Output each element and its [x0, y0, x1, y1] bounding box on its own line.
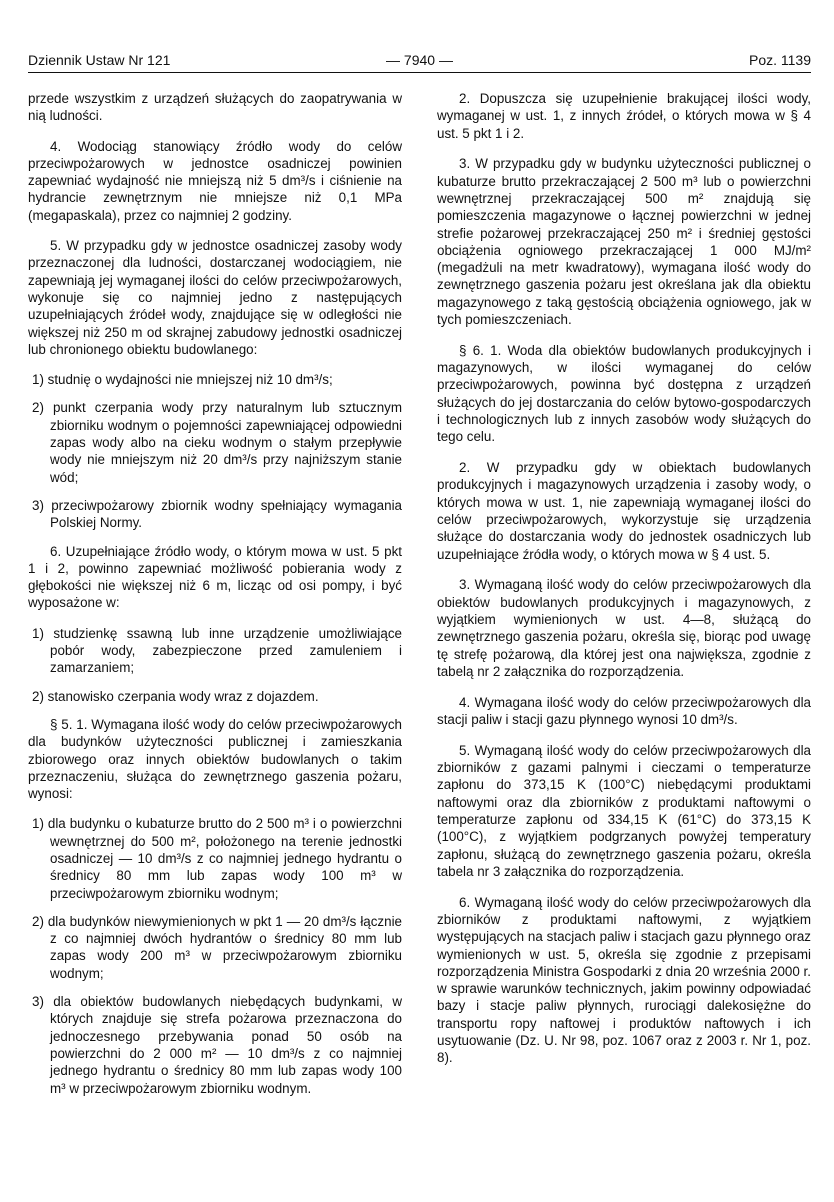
list-item: 3) przeciwpożarowy zbiornik wodny spełniający wymagania Polskiej Normy. [32, 497, 402, 531]
list-item: 2) stanowisko czerpania wody wraz z dojazdem. [32, 688, 319, 704]
list-item: 2) dla budynków niewymienionych w pkt 1 — 20 dm³/s łącznie z co najmniej dwóch hydrantów o średnicy 80 mm lub zapas wody 200 m³ w przeciwpożarowym zbiorniku wodnym; [32, 913, 402, 981]
journal-title: Dziennik Ustaw Nr 121 [28, 52, 171, 68]
position-number: Poz. 1139 [748, 52, 811, 68]
paragraph: 5. Wymaganą ilość wody do celów przeciwpożarowych dla zbiorników z gazami palnymi i cieczami o temperaturze zapłonu do 373,15 K (100°C) niebędącymi produktami naftowymi oraz dla zbiorników z produktami naftowymi o temperaturze zapłonu od 334,15 K (61°C) do 373,15 K (100°C), z wyjątkiem podgrzanych powyżej temperatury zapłonu, służącą do zewnętrznego gaszenia pożaru, określa tabela nr 3 załącznika do rozporządzenia. [437, 742, 811, 879]
paragraph: 4. Wodociąg stanowiący źródło wody do celów przeciwpożarowych w jednostce osadniczej powinien zapewniać wydajność nie mniejszą niż 5 dm³/s i ciśnienie na hydrancie zewnętrznym nie mniejsze niż 0,1 MPa (megapaskala), przez co najmniej 2 godziny. [28, 138, 402, 223]
paragraph: 4. Wymagana ilość wody do celów przeciwpożarowych dla stacji paliw i stacji gazu płynnego wynosi 10 dm³/s. [437, 694, 811, 727]
list-item: 1) studzienkę ssawną lub inne urządzenie umożliwiające pobór wody, zabezpieczone przed zamuleniem i zamarzaniem; [32, 625, 402, 676]
right-column [437, 90, 811, 1080]
paragraph: 6. Uzupełniające źródło wody, o którym mowa w ust. 5 pkt 1 i 2, powinno zapewniać możliwość pobierania wody z głębokości nie większej niż 6 m, licząc od osi pompy, i być wyposażone w: [28, 543, 402, 611]
paragraph: 2. Dopuszcza się uzupełnienie brakującej ilości wody, wymaganej w ust. 1, z innych źródeł, o których mowa w § 4 ust. 5 pkt 1 i 2. [437, 91, 811, 141]
list-item: 3) dla obiektów budowlanych niebędących budynkami, w których znajduje się strefa pożarowa przeznaczona do jednoczesnego przebywania ponad 50 osób na powierzchni do 2 000 m² — 10 dm³/s z co najmniej jednego hydrantu o średnicy 80 mm lub zapas wody 100 m³ w przeciwpożarowym zbiorniku wodnym. [32, 994, 402, 1096]
paragraph: 6. Wymaganą ilość wody do celów przeciwpożarowych dla zbiorników z produktami naftowymi, z wyjątkiem występujących na stacjach paliw i stacjach gazu płynnego oraz wymienionych w ust. 5, określa się zgodnie z przepisami rozporządzenia Ministra Gospodarki z dnia 20 września 2000 r. w sprawie warunków technicznych, jakim powinny odpowiadać bazy i stacje paliw płynnych, rurociągi dalekosiężne do transportu ropy naftowej i produktów naftowych i ich usytuowanie (Dz. U. Nr 98, poz. 1067 oraz z 2003 r. Nr 1, poz. 8). [437, 894, 811, 1066]
left-column [28, 90, 402, 1108]
list-item: 2) punkt czerpania wody przy naturalnym lub sztucznym zbiorniku wodnym o pojemności zapewniającej odpowiedni zapas wody albo na cieku wodnym o stałym przepływie wody nie mniejszym niż 20 dm³/s przy najniższym stanie wód; [32, 400, 402, 485]
page-number: — 7940 — [386, 52, 453, 68]
list-item: 1) dla budynku o kubaturze brutto do 2 500 m³ i o powierzchni wewnętrznej do 500 m², położonego na terenie jednostki osadniczej — 10 dm³/s z co najmniej jednego hydrantu o średnicy 80 mm lub zapas wody 100 m³ w przeciwpożarowym zbiorniku wodnym; [32, 816, 402, 901]
paragraph: 3. W przypadku gdy w budynku użyteczności publicznej o kubaturze brutto przekraczającej 2 500 m³ lub o powierzchni wewnętrznej przekraczającej 500 m² znajdują się pomieszczenia magazynowe o łącznej powierzchni w jednej strefie pożarowej przekraczającej 250 m² i średniej gęstości obciążenia ogniowego przekraczającej 1 000 MJ/m² (megadżuli na metr kwadratowy), wymagana ilość wody do zewnętrznego gaszenia pożaru jest określana jak dla obiektu magazynowego z taką gęstością obciążenia ogniowego, jak w tych pomieszczeniach. [437, 156, 811, 328]
list-item: 1) studnię o wydajności nie mniejszej niż 10 dm³/s; [32, 372, 333, 388]
page-header [28, 50, 811, 73]
paragraph: § 6. 1. Woda dla obiektów budowlanych produkcyjnych i magazynowych, w ilości wymaganej do celów przeciwpożarowych, powinna być dostępna z urządzeń służących do jej dostarczania do celów bytowo-gospodarczych i technologicznych lub z innych zasobów wody służących do tego celu. [437, 342, 811, 445]
paragraph: 3. Wymaganą ilość wody do celów przeciwpożarowych dla obiektów budowlanych produkcyjnych i magazynowych, z wyjątkiem wymienionych w ust. 4—8, służącą do zewnętrznego gaszenia pożaru, określa się, biorąc pod uwagę tę strefę pożarową, dla której jest ona największa, zgodnie z tabelą nr 2 załącznika do rozporządzenia. [437, 577, 811, 679]
paragraph: przede wszystkim z urządzeń służących do zaopatrywania w nią ludności. [28, 91, 402, 124]
paragraph: § 5. 1. Wymagana ilość wody do celów przeciwpożarowych dla budynków użyteczności publicznej i zamieszkania zbiorowego oraz innych obiektów budowlanych o takim przeznaczeniu, służąca do zewnętrznego gaszenia pożaru, wynosi: [28, 716, 402, 802]
paragraph: 5. W przypadku gdy w jednostce osadniczej zasoby wody przeznaczonej dla ludności, dostarczanej wodociągiem, nie zapewniają jej wymaganej ilości do celów przeciwpożarowych, wykonuje się co najmniej jedno z następujących uzupełniających źródeł wody, znajdujące się w odległości nie większej niż 250 m od skrajnej zabudowy jednostki osadniczej lub chronionego obiektu budowlanego: [28, 238, 402, 357]
paragraph: 2. W przypadku gdy w obiektach budowlanych produkcyjnych i magazynowych urządzenia i zasoby wody, o których mowa w ust. 1, nie zapewniają wymaganej ilości do celów przeciwpożarowych, wykorzystuje się urządzenia służące do dostarczania wody do jednostek osadniczych lub uzupełniające źródła wody, o których mowa w § 4 ust. 5. [437, 460, 811, 562]
